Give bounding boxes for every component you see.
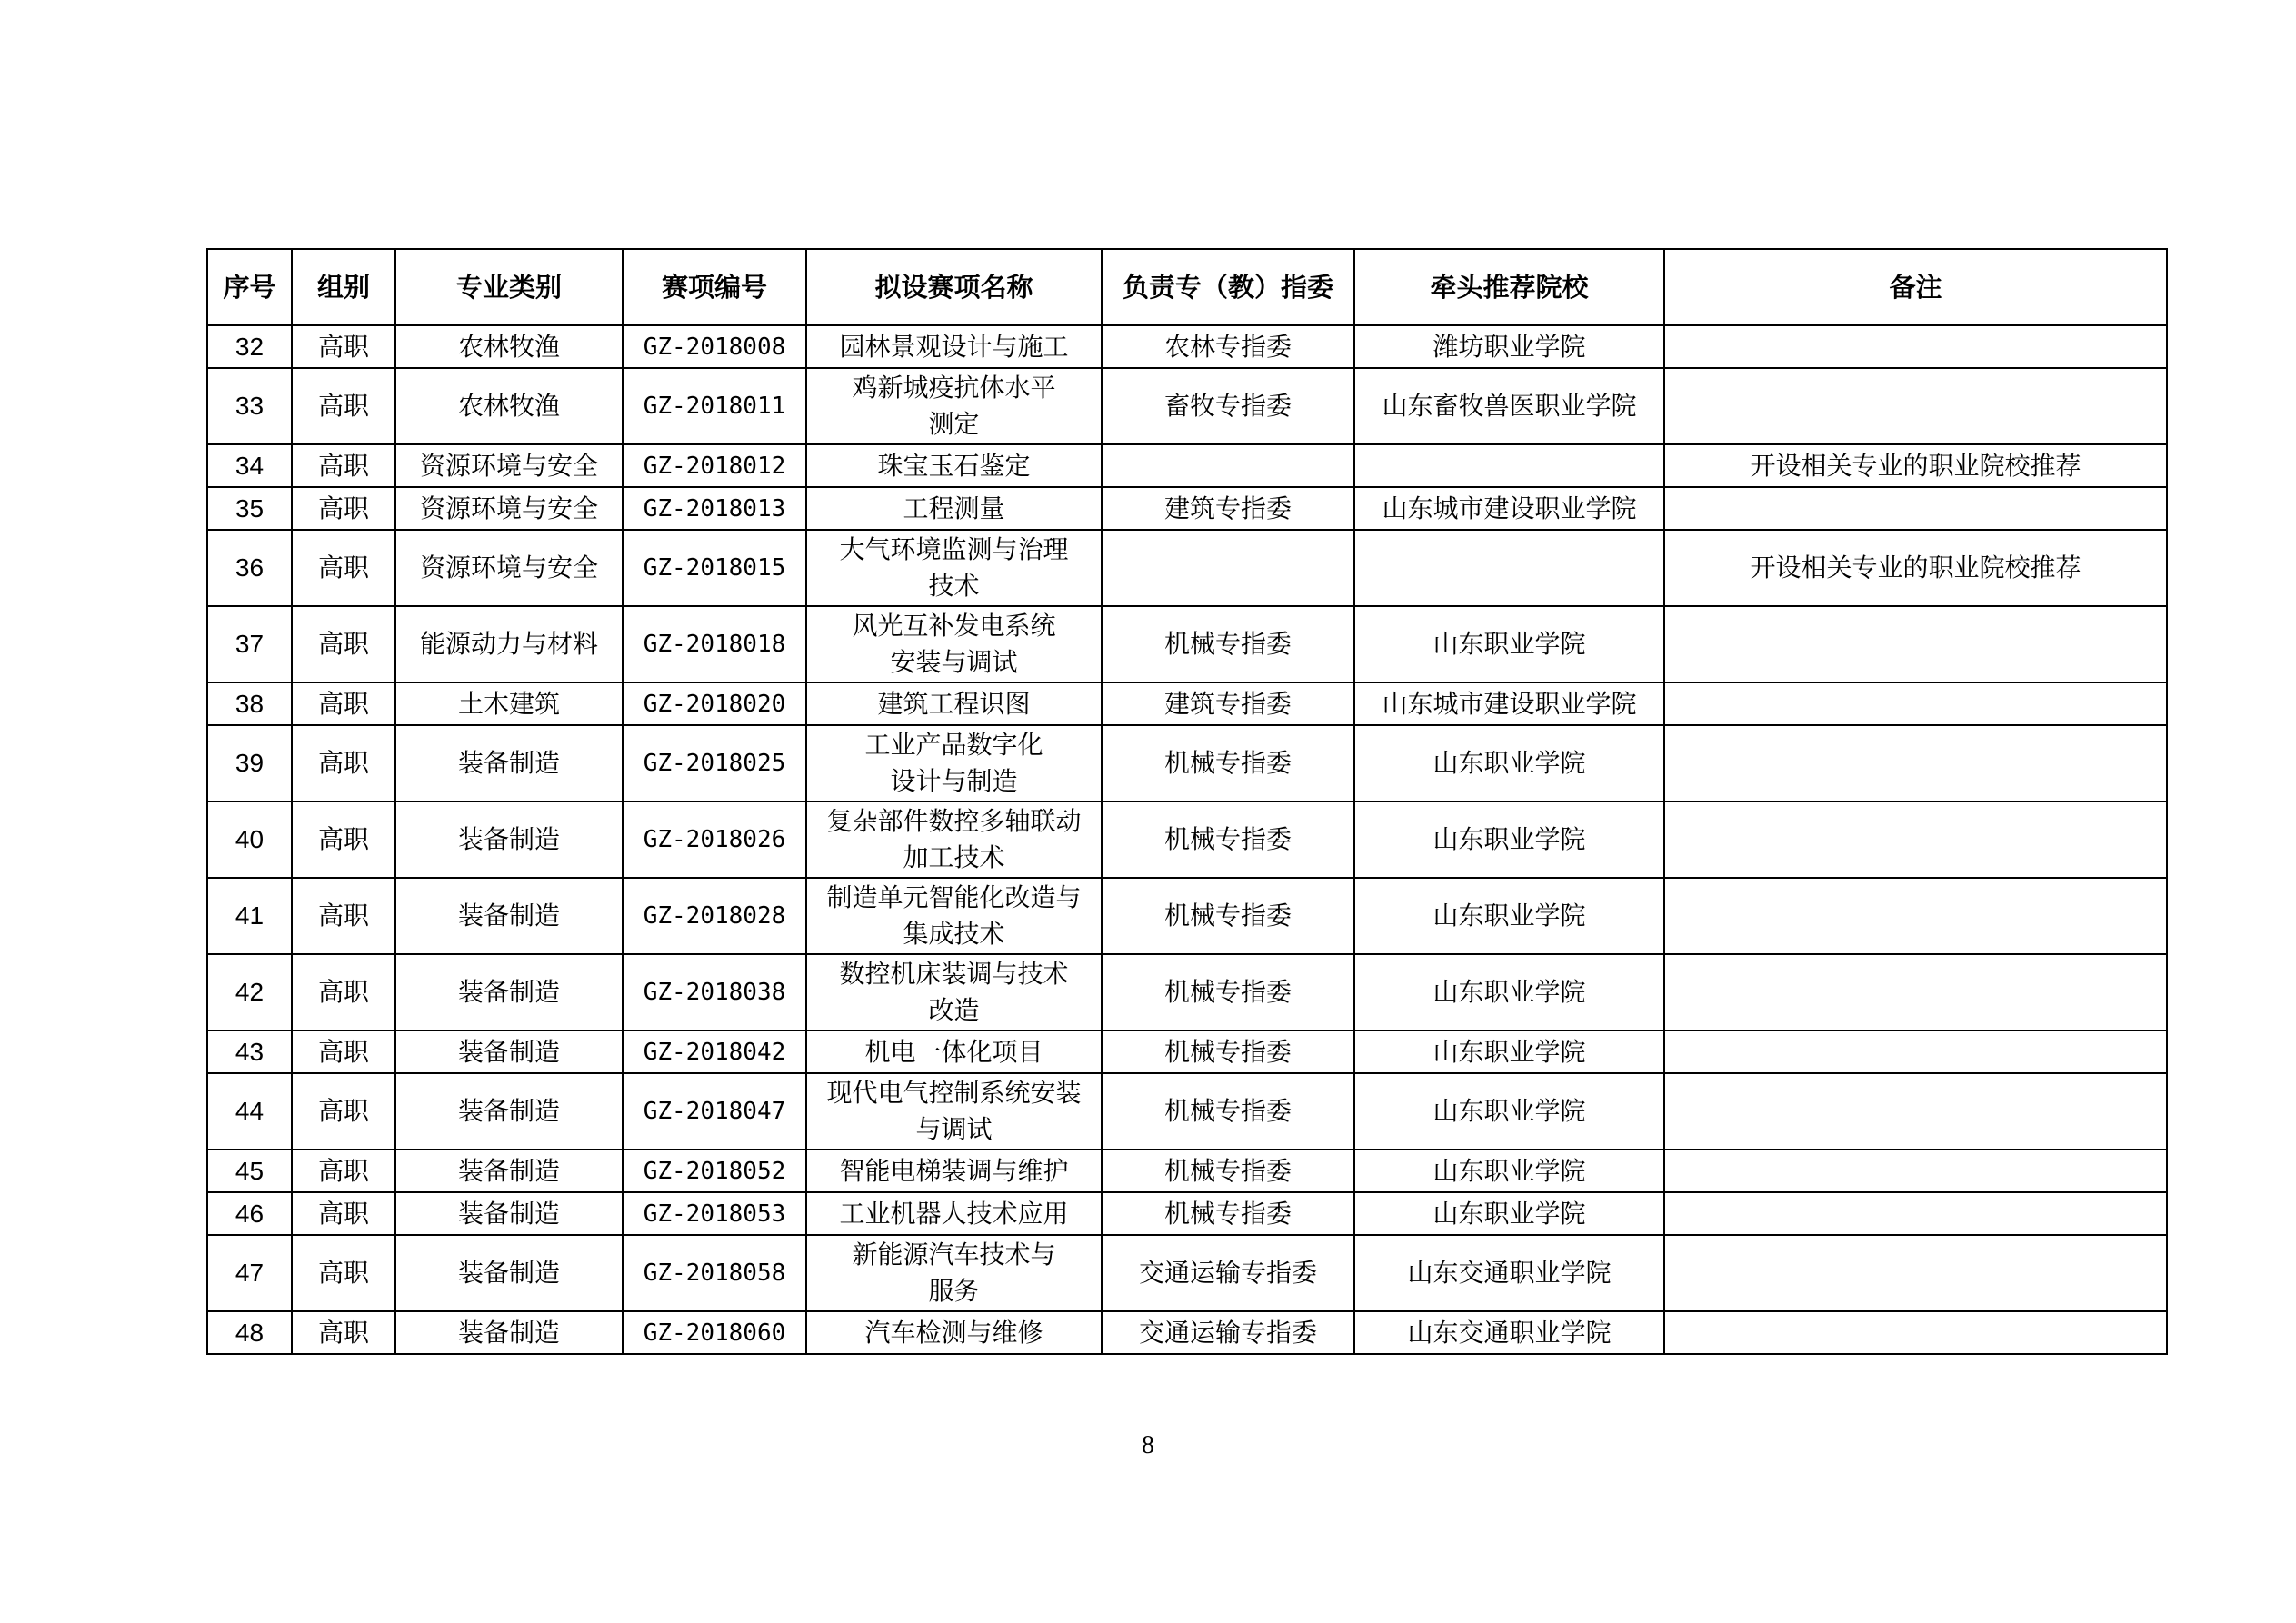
cell-name: 智能电梯装调与维护 [806, 1150, 1102, 1192]
cell-category: 装备制造 [395, 1031, 623, 1073]
cell-committee: 机械专指委 [1102, 802, 1354, 878]
cell-school: 山东职业学院 [1354, 1150, 1664, 1192]
cell-committee: 建筑专指委 [1102, 487, 1354, 530]
cell-committee: 畜牧专指委 [1102, 368, 1354, 444]
competition-table [206, 248, 2168, 1355]
header-name: 拟设赛项名称 [806, 249, 1102, 325]
table-row [207, 1150, 2167, 1192]
table-row [207, 325, 2167, 368]
cell-committee: 机械专指委 [1102, 1192, 1354, 1235]
cell-code: GZ-2018042 [623, 1031, 806, 1073]
header-category: 专业类别 [395, 249, 623, 325]
cell-school [1354, 530, 1664, 606]
cell-name: 园林景观设计与施工 [806, 325, 1102, 368]
table-row [207, 444, 2167, 487]
table-row [207, 802, 2167, 878]
cell-note: 开设相关专业的职业院校推荐 [1664, 530, 2167, 606]
cell-seq: 36 [207, 530, 292, 606]
cell-committee: 机械专指委 [1102, 725, 1354, 802]
cell-committee [1102, 530, 1354, 606]
cell-code: GZ-2018053 [623, 1192, 806, 1235]
cell-note [1664, 954, 2167, 1031]
header-seq: 序号 [207, 249, 292, 325]
header-school: 牵头推荐院校 [1354, 249, 1664, 325]
cell-code: GZ-2018012 [623, 444, 806, 487]
cell-note [1664, 1235, 2167, 1311]
header-committee: 负责专（教）指委 [1102, 249, 1354, 325]
header-row [207, 249, 2167, 325]
cell-seq: 39 [207, 725, 292, 802]
cell-name: 机电一体化项目 [806, 1031, 1102, 1073]
cell-group: 高职 [292, 802, 395, 878]
cell-name: 工业机器人技术应用 [806, 1192, 1102, 1235]
cell-seq: 34 [207, 444, 292, 487]
cell-seq: 38 [207, 682, 292, 725]
cell-name: 制造单元智能化改造与 集成技术 [806, 878, 1102, 954]
cell-note [1664, 802, 2167, 878]
cell-group: 高职 [292, 954, 395, 1031]
cell-category: 土木建筑 [395, 682, 623, 725]
cell-seq: 37 [207, 606, 292, 682]
cell-name: 珠宝玉石鉴定 [806, 444, 1102, 487]
cell-note [1664, 368, 2167, 444]
table-row [207, 878, 2167, 954]
cell-code: GZ-2018025 [623, 725, 806, 802]
cell-committee: 农林专指委 [1102, 325, 1354, 368]
cell-category: 装备制造 [395, 954, 623, 1031]
cell-category: 装备制造 [395, 1192, 623, 1235]
cell-category: 装备制造 [395, 878, 623, 954]
cell-category: 装备制造 [395, 725, 623, 802]
cell-code: GZ-2018038 [623, 954, 806, 1031]
table-row [207, 1311, 2167, 1354]
cell-note [1664, 487, 2167, 530]
cell-category: 装备制造 [395, 1150, 623, 1192]
table-row [207, 1235, 2167, 1311]
cell-committee: 机械专指委 [1102, 606, 1354, 682]
cell-committee: 机械专指委 [1102, 1150, 1354, 1192]
cell-school: 山东职业学院 [1354, 1031, 1664, 1073]
header-code: 赛项编号 [623, 249, 806, 325]
table-row [207, 725, 2167, 802]
cell-code: GZ-2018028 [623, 878, 806, 954]
cell-category: 农林牧渔 [395, 325, 623, 368]
cell-code: GZ-2018026 [623, 802, 806, 878]
table-row [207, 606, 2167, 682]
cell-code: GZ-2018052 [623, 1150, 806, 1192]
cell-code: GZ-2018060 [623, 1311, 806, 1354]
cell-note [1664, 606, 2167, 682]
cell-name: 鸡新城疫抗体水平 测定 [806, 368, 1102, 444]
cell-group: 高职 [292, 325, 395, 368]
cell-note [1664, 682, 2167, 725]
table-row [207, 530, 2167, 606]
cell-group: 高职 [292, 1311, 395, 1354]
cell-school: 潍坊职业学院 [1354, 325, 1664, 368]
cell-code: GZ-2018020 [623, 682, 806, 725]
cell-group: 高职 [292, 1192, 395, 1235]
cell-category: 资源环境与安全 [395, 530, 623, 606]
cell-name: 现代电气控制系统安装 与调试 [806, 1073, 1102, 1150]
cell-school: 山东城市建设职业学院 [1354, 682, 1664, 725]
cell-note [1664, 325, 2167, 368]
cell-school: 山东职业学院 [1354, 954, 1664, 1031]
cell-code: GZ-2018008 [623, 325, 806, 368]
cell-committee: 交通运输专指委 [1102, 1311, 1354, 1354]
cell-code: GZ-2018047 [623, 1073, 806, 1150]
table-row [207, 1031, 2167, 1073]
cell-name: 数控机床装调与技术 改造 [806, 954, 1102, 1031]
cell-name: 大气环境监测与治理 技术 [806, 530, 1102, 606]
cell-seq: 43 [207, 1031, 292, 1073]
cell-category: 装备制造 [395, 1235, 623, 1311]
cell-school: 山东城市建设职业学院 [1354, 487, 1664, 530]
cell-code: GZ-2018013 [623, 487, 806, 530]
cell-group: 高职 [292, 1150, 395, 1192]
cell-school: 山东职业学院 [1354, 878, 1664, 954]
cell-group: 高职 [292, 487, 395, 530]
cell-seq: 46 [207, 1192, 292, 1235]
cell-school: 山东交通职业学院 [1354, 1235, 1664, 1311]
cell-school [1354, 444, 1664, 487]
header-note: 备注 [1664, 249, 2167, 325]
table-row [207, 682, 2167, 725]
cell-group: 高职 [292, 1235, 395, 1311]
cell-name: 工程测量 [806, 487, 1102, 530]
cell-note [1664, 725, 2167, 802]
cell-code: GZ-2018011 [623, 368, 806, 444]
cell-group: 高职 [292, 682, 395, 725]
cell-school: 山东职业学院 [1354, 725, 1664, 802]
cell-school: 山东交通职业学院 [1354, 1311, 1664, 1354]
cell-name: 风光互补发电系统 安装与调试 [806, 606, 1102, 682]
page-number: 8 [1142, 1431, 1154, 1459]
cell-seq: 48 [207, 1311, 292, 1354]
table-row [207, 487, 2167, 530]
cell-school: 山东职业学院 [1354, 802, 1664, 878]
cell-note [1664, 1311, 2167, 1354]
cell-name: 建筑工程识图 [806, 682, 1102, 725]
cell-committee: 交通运输专指委 [1102, 1235, 1354, 1311]
cell-seq: 40 [207, 802, 292, 878]
cell-category: 农林牧渔 [395, 368, 623, 444]
cell-note [1664, 1073, 2167, 1150]
cell-seq: 41 [207, 878, 292, 954]
cell-code: GZ-2018018 [623, 606, 806, 682]
cell-category: 资源环境与安全 [395, 487, 623, 530]
cell-category: 能源动力与材料 [395, 606, 623, 682]
cell-name: 新能源汽车技术与 服务 [806, 1235, 1102, 1311]
cell-school: 山东畜牧兽医职业学院 [1354, 368, 1664, 444]
cell-committee: 机械专指委 [1102, 1073, 1354, 1150]
cell-seq: 32 [207, 325, 292, 368]
cell-group: 高职 [292, 878, 395, 954]
cell-seq: 35 [207, 487, 292, 530]
cell-note [1664, 1031, 2167, 1073]
cell-group: 高职 [292, 444, 395, 487]
competition-table-container [206, 248, 2166, 1355]
cell-school: 山东职业学院 [1354, 1073, 1664, 1150]
cell-category: 资源环境与安全 [395, 444, 623, 487]
cell-note [1664, 878, 2167, 954]
cell-seq: 42 [207, 954, 292, 1031]
cell-note [1664, 1192, 2167, 1235]
table-body [207, 325, 2167, 1354]
table-row [207, 1192, 2167, 1235]
cell-code: GZ-2018015 [623, 530, 806, 606]
cell-school: 山东职业学院 [1354, 606, 1664, 682]
cell-school: 山东职业学院 [1354, 1192, 1664, 1235]
table-row [207, 954, 2167, 1031]
table-row [207, 368, 2167, 444]
cell-group: 高职 [292, 725, 395, 802]
cell-group: 高职 [292, 530, 395, 606]
cell-code: GZ-2018058 [623, 1235, 806, 1311]
cell-group: 高职 [292, 1073, 395, 1150]
cell-category: 装备制造 [395, 1073, 623, 1150]
cell-seq: 47 [207, 1235, 292, 1311]
cell-name: 复杂部件数控多轴联动 加工技术 [806, 802, 1102, 878]
cell-note: 开设相关专业的职业院校推荐 [1664, 444, 2167, 487]
cell-committee [1102, 444, 1354, 487]
cell-seq: 44 [207, 1073, 292, 1150]
cell-committee: 机械专指委 [1102, 1031, 1354, 1073]
cell-committee: 机械专指委 [1102, 954, 1354, 1031]
cell-name: 汽车检测与维修 [806, 1311, 1102, 1354]
cell-group: 高职 [292, 1031, 395, 1073]
cell-name: 工业产品数字化 设计与制造 [806, 725, 1102, 802]
header-group: 组别 [292, 249, 395, 325]
cell-category: 装备制造 [395, 802, 623, 878]
table-row [207, 1073, 2167, 1150]
cell-seq: 33 [207, 368, 292, 444]
cell-category: 装备制造 [395, 1311, 623, 1354]
cell-committee: 建筑专指委 [1102, 682, 1354, 725]
cell-seq: 45 [207, 1150, 292, 1192]
cell-group: 高职 [292, 606, 395, 682]
cell-note [1664, 1150, 2167, 1192]
cell-group: 高职 [292, 368, 395, 444]
cell-committee: 机械专指委 [1102, 878, 1354, 954]
